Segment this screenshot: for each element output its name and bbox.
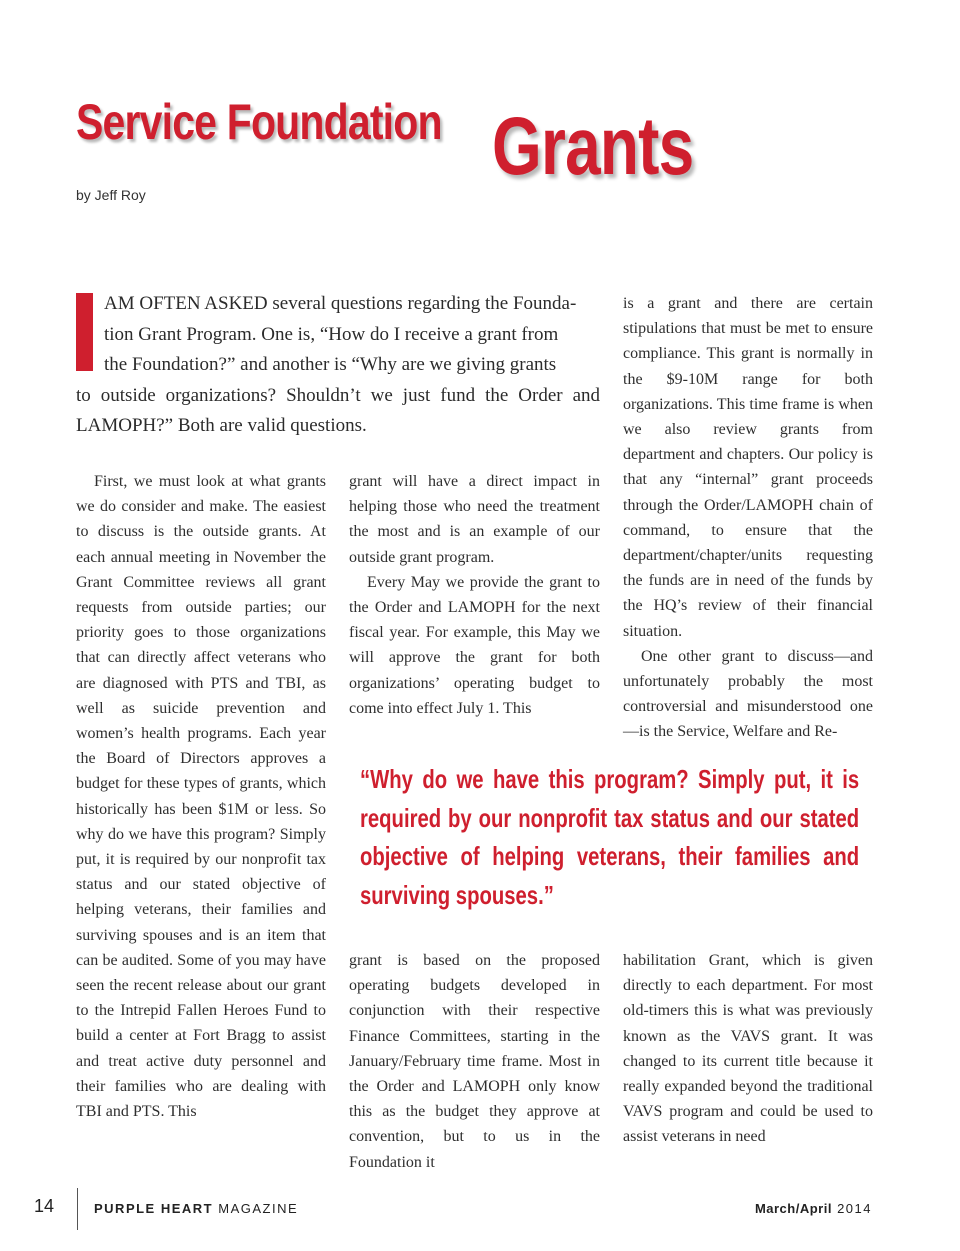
magazine-name [94,1201,298,1216]
col2-top-paragraph-2: Every May we provide the grant to the Order and LAMOPH for the next fiscal year. For example, this May we will approve the grant for both organizations’ operating budget to come into effect July 1. This [349,573,600,717]
intro-line-2: tion Grant Program. One is, “How do I receive a grant from [104,323,559,345]
footer-divider [77,1188,78,1230]
issue-date [755,1201,872,1216]
intro-line-1: AM OFTEN ASKED several questions regarding the Founda- [104,293,577,314]
col2-bottom-paragraph: grant is based on the proposed operating budgets developed in conjunction with their respective Finance Committees, starting in the January/February time frame. Most in the Order and LAMOPH only know this as the budget they approve at convention, but to us in the Foundation it [349,952,600,1171]
column-3-top [623,291,873,745]
title-part-1: Service Foundation [76,94,442,150]
issue-year: 2014 [837,1201,872,1216]
column-2-top [349,469,600,721]
col3-bottom-paragraph: habilitation Grant, which is given directly to each department. For most old-timers this is what was previously known as the VAVS grant. It was changed to its current title because it really expanded beyond the traditional VAVS program and could be used to assist veterans in need [623,952,873,1146]
intro-paragraph [76,289,600,442]
col2-top-paragraph-1: grant will have a direct impact in helping those who need the treatment the most and is an example of our outside grant program. [349,473,600,566]
col3-top-paragraph-2: One other grant to discuss—and unfortunately probably the most controversial and misunderstood one—is the Service, Welfare and Re- [623,647,873,741]
pull-quote: “Why do we have this program? Simply put, it is required by our nonprofit tax status and our stated objective of helping veterans, their families and surviving spouses.” [360,764,860,910]
magazine-name-bold: PURPLE HEART [94,1201,214,1216]
intro-line-3: the Foundation?” and another is “Why are we giving grants [104,354,557,375]
issue-months: March/April [754,1201,832,1216]
col1-paragraph: First, we must look at what grants we do consider and make. The easiest to discuss is the outside grants. At each annual meeting in November the Grant Committee reviews all grant requests from outside parties; our priority goes to those organizations that can directly affect veterans who are diagnosed with PTS and TBI, as well as suicide prevention and women’s health programs. Each year the Board of Directors approves a budget for these types of grants, which historically has been $1M or less. So why do we have this program? Simply put, it is required by our nonprofit tax status and our stated objective of helping veterans, their families and surviving spouses and is an item that can be audited. Some of you may have seen the recent release about our grant to the Intrepid Fallen Heroes Fund to build a center at Fort Bragg to assist and treat active duty personnel and their families who are dealing with TBI and PTS. This [76,473,326,1121]
title-part-2: Grants [492,101,694,192]
magazine-name-light: MAGAZINE [218,1201,299,1216]
intro-rest: to outside organizations? Shouldn’t we just fund the Order and LAMOPH?” Both are valid questions. [76,384,600,436]
column-2-bottom [349,948,600,1175]
page-number: 14 [34,1196,55,1216]
byline: by Jeff Roy [76,187,146,203]
col3-top-paragraph-1: is a grant and there are certain stipulations that must be met to ensure compliance. This grant is normally in the $9-10M range for both organizations. This time frame is when we also review grants from department and chapters. Our policy is that any “internal” grant proceeds through the Order/LAMOPH chain of command, to ensure that the department/chapter/units requesting the funds are in need of the funds by the HQ’s review of their financial situation. [623,295,873,640]
column-3-bottom [623,948,873,1150]
column-1 [76,469,326,1124]
